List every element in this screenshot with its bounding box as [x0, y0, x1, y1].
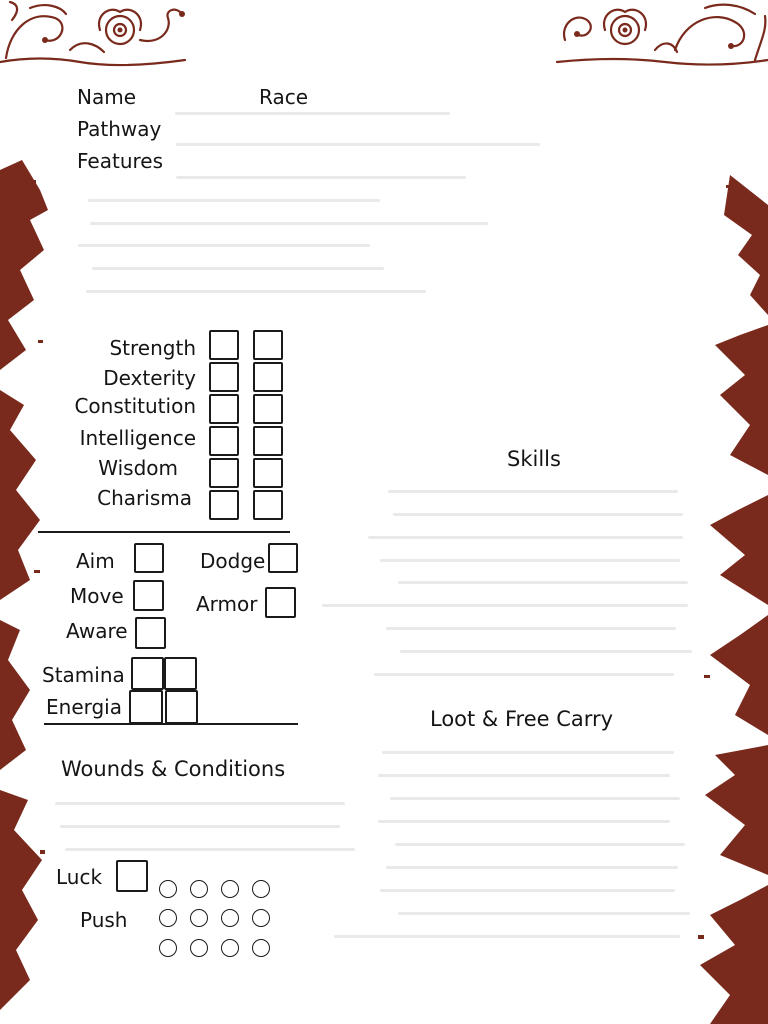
dexterity-modifier-box[interactable]	[253, 362, 283, 392]
attribute-label-strength: Strength	[109, 336, 196, 360]
loot-writing-line[interactable]	[395, 843, 685, 846]
intelligence-score-box[interactable]	[209, 426, 239, 456]
skills-writing-line[interactable]	[400, 650, 692, 653]
push-circle[interactable]	[190, 909, 208, 927]
luck-box[interactable]	[116, 860, 148, 892]
skills-writing-line[interactable]	[322, 604, 688, 607]
wisdom-modifier-box[interactable]	[253, 458, 283, 488]
stamina-label: Stamina	[42, 663, 125, 687]
aim-label: Aim	[76, 549, 115, 573]
features-writing-line[interactable]	[78, 244, 370, 247]
skills-heading: Skills	[507, 447, 561, 471]
stamina-box-current[interactable]	[131, 657, 164, 690]
section-divider	[38, 531, 290, 533]
energia-label: Energia	[46, 695, 122, 719]
loot-free-carry-heading: Loot & Free Carry	[430, 707, 614, 731]
push-circle[interactable]	[190, 880, 208, 898]
luck-label: Luck	[56, 865, 103, 889]
skills-writing-line[interactable]	[393, 513, 683, 516]
loot-writing-line[interactable]	[378, 820, 670, 823]
attribute-label-charisma: Charisma	[97, 486, 192, 510]
aware-box[interactable]	[135, 617, 166, 649]
armor-label: Armor	[196, 592, 258, 616]
dexterity-score-box[interactable]	[209, 362, 239, 392]
push-label: Push	[80, 908, 128, 932]
intelligence-modifier-box[interactable]	[253, 426, 283, 456]
wounds-writing-line[interactable]	[65, 848, 355, 851]
dodge-box[interactable]	[268, 543, 298, 573]
push-circle[interactable]	[190, 939, 208, 957]
move-box[interactable]	[133, 580, 164, 611]
wounds-conditions-heading: Wounds & Conditions	[61, 757, 286, 781]
wounds-writing-line[interactable]	[60, 825, 340, 828]
features-writing-line[interactable]	[90, 222, 488, 225]
charisma-modifier-box[interactable]	[253, 490, 283, 520]
push-circle[interactable]	[159, 909, 177, 927]
push-circle[interactable]	[221, 939, 239, 957]
features-writing-line[interactable]	[88, 199, 380, 202]
strength-score-box[interactable]	[209, 330, 239, 360]
pathway-writing-line[interactable]	[176, 143, 540, 146]
loot-writing-line[interactable]	[390, 797, 680, 800]
loot-writing-line[interactable]	[398, 912, 690, 915]
features-writing-line[interactable]	[86, 290, 426, 293]
dodge-label: Dodge	[200, 549, 266, 573]
push-circle[interactable]	[252, 880, 270, 898]
pathway-label: Pathway	[77, 117, 162, 141]
skills-writing-line[interactable]	[398, 581, 688, 584]
charisma-score-box[interactable]	[209, 490, 239, 520]
constitution-modifier-box[interactable]	[253, 394, 283, 424]
aware-label: Aware	[66, 619, 128, 643]
wisdom-score-box[interactable]	[209, 458, 239, 488]
paint-streak-right-icon	[690, 175, 768, 1024]
corner-ornament-right-icon	[555, 0, 768, 70]
aim-box[interactable]	[134, 543, 164, 573]
paint-streak-left-icon	[0, 160, 50, 1024]
stamina-box-max[interactable]	[164, 657, 197, 690]
attribute-label-dexterity: Dexterity	[103, 366, 196, 390]
features-writing-line[interactable]	[176, 176, 466, 179]
skills-writing-line[interactable]	[386, 627, 676, 630]
features-label: Features	[77, 149, 163, 173]
corner-ornament-left-icon	[0, 0, 190, 70]
loot-writing-line[interactable]	[382, 751, 674, 754]
push-circle[interactable]	[221, 909, 239, 927]
loot-writing-line[interactable]	[386, 866, 678, 869]
skills-writing-line[interactable]	[388, 490, 678, 493]
loot-writing-line[interactable]	[378, 774, 670, 777]
features-writing-line[interactable]	[92, 267, 384, 270]
push-circle[interactable]	[221, 880, 239, 898]
race-label: Race	[259, 85, 309, 109]
constitution-score-box[interactable]	[209, 394, 239, 424]
name-label: Name	[77, 85, 137, 109]
attribute-label-wisdom: Wisdom	[98, 456, 178, 480]
move-label: Move	[70, 584, 124, 608]
section-divider	[44, 723, 298, 725]
push-circle[interactable]	[252, 909, 270, 927]
energia-box-max[interactable]	[165, 690, 198, 724]
skills-writing-line[interactable]	[374, 673, 674, 676]
push-circle[interactable]	[252, 939, 270, 957]
strength-modifier-box[interactable]	[253, 330, 283, 360]
name-writing-line[interactable]	[175, 112, 450, 115]
skills-writing-line[interactable]	[368, 536, 683, 539]
loot-writing-line[interactable]	[334, 935, 680, 938]
energia-box-current[interactable]	[129, 690, 163, 724]
attribute-label-intelligence: Intelligence	[79, 426, 196, 450]
loot-writing-line[interactable]	[380, 889, 675, 892]
skills-writing-line[interactable]	[380, 559, 680, 562]
armor-box[interactable]	[265, 587, 296, 618]
push-circle[interactable]	[159, 939, 177, 957]
wounds-writing-line[interactable]	[55, 802, 345, 805]
attribute-label-constitution: Constitution	[74, 394, 196, 418]
push-circle[interactable]	[159, 880, 177, 898]
